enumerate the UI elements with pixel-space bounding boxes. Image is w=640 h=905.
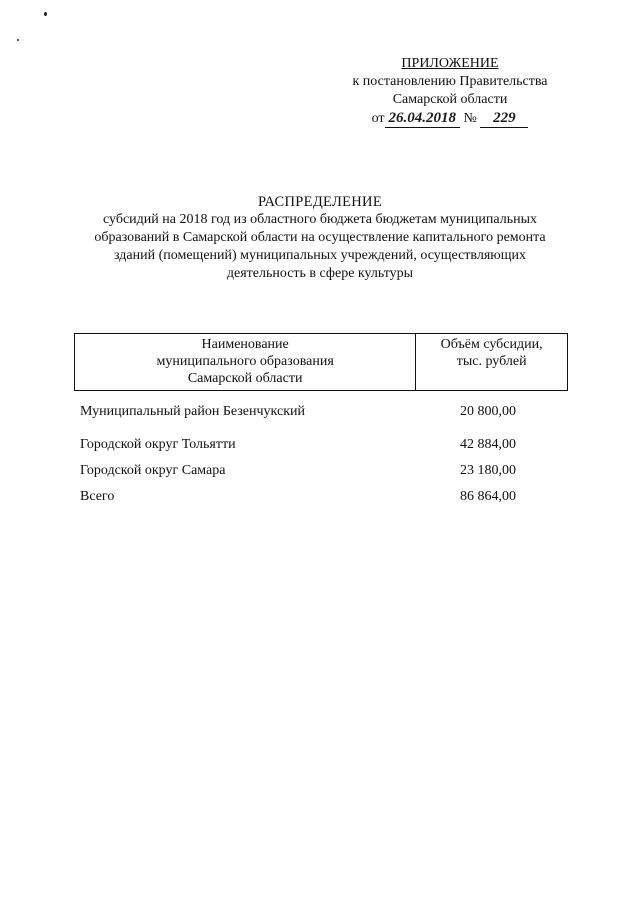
column-header-amount [416, 334, 568, 391]
heading-line-1: субсидий на 2018 год из областного бюджета бюджетам муниципальных [103, 212, 537, 227]
row-municipality: Городской округ Тольятти [80, 437, 236, 452]
scan-speck [17, 39, 19, 41]
handwritten-number: 229 [480, 109, 528, 128]
table-row-total [80, 489, 550, 515]
number-prefix: № [463, 111, 477, 126]
heading-line-3: зданий (помещений) муниципальных учреждений, осуществляющих [114, 248, 526, 263]
column-header-municipality [75, 334, 416, 391]
row-amount: 20 800,00 [460, 404, 516, 419]
appendix-line-2: к постановлению Правительства [352, 74, 548, 89]
column-header-municipality-line-2: муниципального образования [156, 354, 334, 369]
scan-speck [44, 12, 47, 16]
heading-title: РАСПРЕДЕЛЕНИЕ [258, 194, 382, 210]
document-heading [60, 193, 580, 283]
row-municipality: Городской округ Самара [80, 463, 226, 478]
appendix-block [300, 55, 600, 128]
handwritten-date: 26.04.2018 [385, 109, 461, 128]
table-row [80, 437, 550, 463]
appendix-date-line [300, 109, 600, 128]
column-header-municipality-line-3: Самарской области [187, 371, 303, 386]
table-row [80, 463, 550, 489]
appendix-title: ПРИЛОЖЕНИЕ [401, 56, 499, 71]
table-body [80, 404, 550, 515]
heading-line-4: деятельность в сфере культуры [226, 266, 414, 281]
row-amount: 42 884,00 [460, 437, 516, 452]
total-amount: 86 864,00 [460, 489, 516, 504]
table-row [80, 404, 550, 437]
row-amount: 23 180,00 [460, 463, 516, 478]
heading-line-2: образований в Самарской области на осуществление капитального ремонта [94, 230, 546, 245]
total-label: Всего [80, 489, 115, 504]
appendix-line-3: Самарской области [392, 92, 508, 107]
table-header [74, 333, 568, 391]
date-prefix: от [371, 111, 385, 126]
column-header-amount-line-1: Объём субсидии, [440, 337, 543, 352]
column-header-municipality-line-1: Наименование [201, 337, 289, 352]
row-municipality: Муниципальный район Безенчукский [80, 404, 306, 419]
column-header-amount-line-2: тыс. рублей [456, 354, 527, 369]
